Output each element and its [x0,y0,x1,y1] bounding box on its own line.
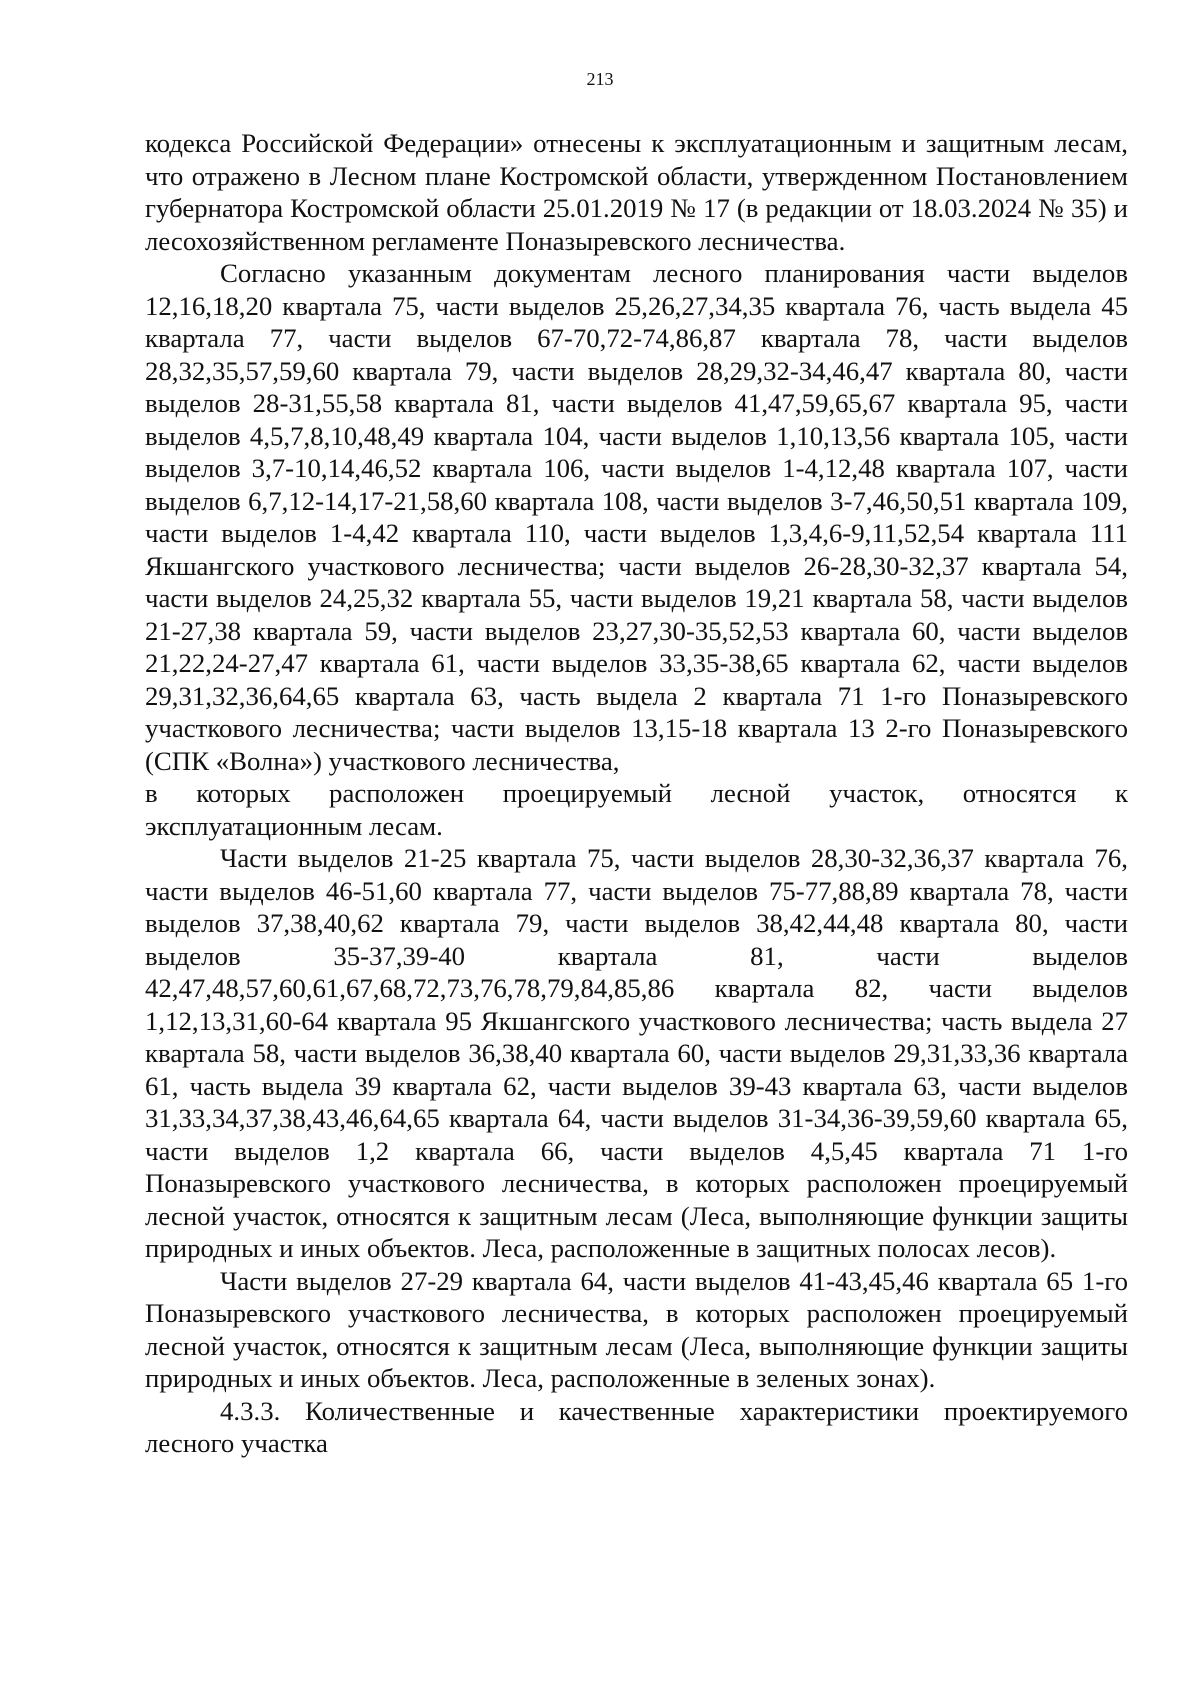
document-body [145,127,1128,1460]
page-number: 213 [586,69,614,89]
paragraph-classification-intro: кодекса Российской Федерации» отнесены к эксплуатационным и защитным лесам, что отражено в Лесном плане Костромской области, утвержденном Постановлением губернатора Костромской области 25.01.2019 № 17 (в редакции от 18.03.2024 № 35) и лесохозяйственном регламенте Поназыревского лесничества. [145,128,1128,256]
paragraph-protective-forests-belts: Части выделов 21-25 квартала 75, части выделов 28,30-32,36,37 квартала 76, части выделов 46-51,60 квартала 77, части выделов 75-77,88,89 квартала 78, части выделов 37,38,40,62 квартала 79, части выделов 38,42,44,48 квартала 80, части выделов 35-37,39-40 квартала 81, части выделов 42,47,48,57,60,61,67,68,72,73,76,78,79,84,85,86 квартала 82, части выделов 1,12,13,31,60-64 квартала 95 Якшангского участкового лесничества; часть выдела 27 квартала 58, части выделов 36,38,40 квартала 60, части выделов 29,31,33,36 квартала 61, часть выдела 39 квартала 62, части выделов 39-43 квартала 63, части выделов 31,33,34,37,38,43,46,64,65 квартала 64, части выделов 31-34,36-39,59,60 квартала 65, части выделов 1,2 квартала 66, части выделов 4,5,45 квартала 71 1-го Поназыревского участкового лесничества, в которых расположен проецируемый лесной участок, относятся к защитным лесам (Леса, выполняющие функции защиты природных и иных объектов. Леса, расположенные в защитных полосах лесов). [145,843,1128,1263]
section-heading-4-3-3: 4.3.3. Количественные и качественные характеристики проектируемого лесного участка [145,1395,1128,1458]
paragraph-protective-forests-green-zones: Части выделов 27-29 квартала 64, части выделов 41-43,45,46 квартала 65 1-го Поназыревского участкового лесничества, в которых расположен проецируемый лесной участок, относятся к защитным лесам (Леса, выполняющие функции защиты природных и иных объектов. Леса, расположенные в зеленых зонах). [145,1265,1128,1393]
paragraph-exploitation-forests-list: Согласно указанным документам лесного планирования части выделов 12,16,18,20 квартала 75, части выделов 25,26,27,34,35 квартала 76, часть выдела 45 квартала 77, части выделов 67-70,72-74,86,87 квартала 78, части выделов 28,32,35,57,59,60 квартала 79, части выделов 28,29,32-34,46,47 квартала 80, части выделов 28-31,55,58 квартала 81, части выделов 41,47,59,65,67 квартала 95, части выделов 4,5,7,8,10,48,49 квартала 104, части выделов 1,10,13,56 квартала 105, части выделов 3,7-10,14,46,52 квартала 106, части выделов 1-4,12,48 квартала 107, части выделов 6,7,12-14,17-21,58,60 квартала 108, части выделов 3-7,46,50,51 квартала 109, части выделов 1-4,42 квартала 110, части выделов 1,3,4,6-9,11,52,54 квартала 111 Якшангского участкового лесничества; части выделов 26-28,30-32,37 квартала 54, части выделов 24,25,32 квартала 55, части выделов 19,21 квартала 58, части выделов 21-27,38 квартала 59, части выделов 23,27,30-35,52,53 квартала 60, части выделов 21,22,24-27,47 квартала 61, части выделов 33,35-38,65 квартала 62, части выделов 29,31,32,36,64,65 квартала 63, часть выдела 2 квартала 71 1-го Поназыревского участкового лесничества; части выделов 13,15-18 квартала 13 2-го Поназыревского (СПК «Волна») участкового лесничества, [145,258,1128,776]
paragraph-exploitation-forests-conclusion: в которых расположен проецируемый лесной участок, относятся к эксплуатационным лесам. [145,778,1128,841]
